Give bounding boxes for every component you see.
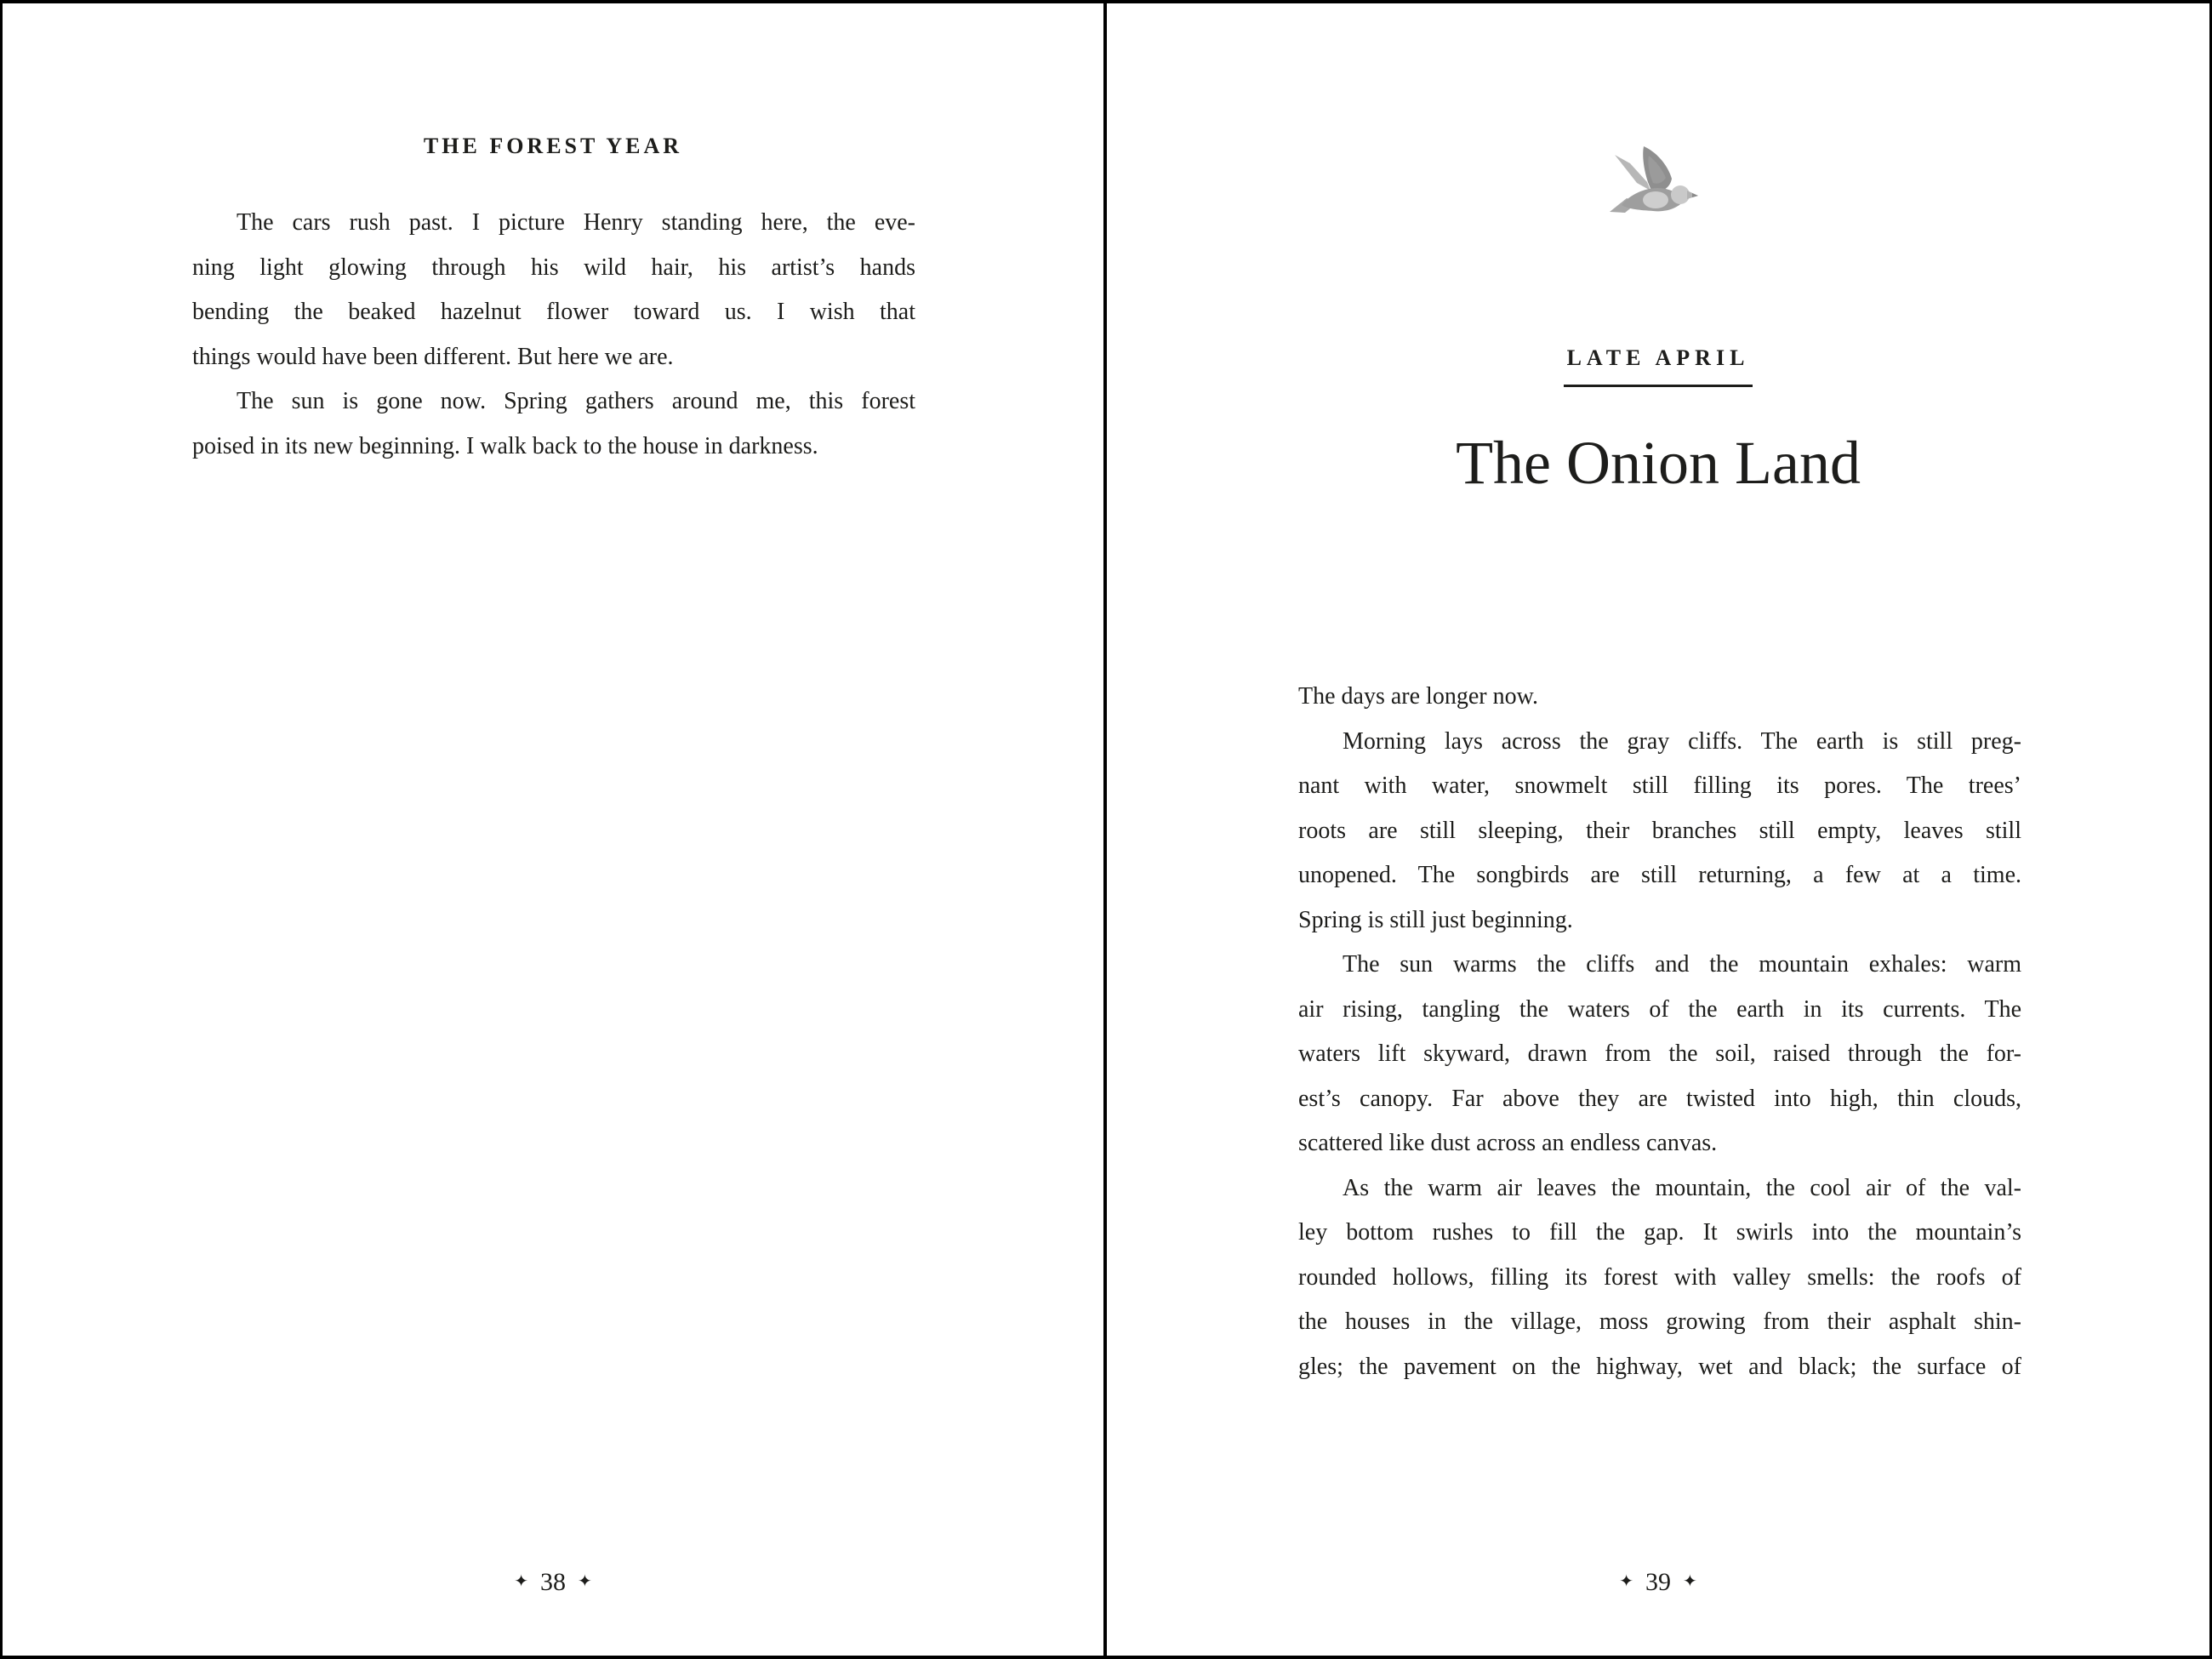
folio-star-icon: ✦ bbox=[1619, 1572, 1633, 1591]
text-line: As the warm air leaves the mountain, the cool air of the val- bbox=[1343, 1174, 2021, 1201]
right-folio bbox=[1107, 1568, 2209, 1597]
text-line: The sun is gone now. Spring gathers around me, this forest bbox=[237, 388, 915, 414]
text-line: unopened. The songbirds are still returning, a few at a time. bbox=[1298, 862, 2021, 888]
text-line: the houses in the village, moss growing from their asphalt shin- bbox=[1298, 1308, 2021, 1335]
left-body-text bbox=[192, 201, 915, 469]
left-folio bbox=[3, 1568, 1103, 1597]
chapter-label: LATE APRIL bbox=[1564, 344, 1753, 387]
text-line: rounded hollows, filling its forest with valley smells: the roofs of bbox=[1298, 1263, 2021, 1291]
text-line: est’s canopy. Far above they are twisted into high, thin clouds, bbox=[1298, 1085, 2021, 1112]
text-line: The sun warms the cliffs and the mountain exhales: warm bbox=[1343, 951, 2021, 978]
text-line: poised in its new beginning. I walk back to the house in darkness. bbox=[192, 432, 818, 459]
text-line: Spring is still just beginning. bbox=[1298, 906, 1573, 933]
folio-star-icon: ✦ bbox=[514, 1572, 528, 1591]
text-line: air rising, tangling the waters of the earth in its currents. The bbox=[1298, 995, 2021, 1023]
text-line: bending the beaked hazelnut flower toward us. I wish that bbox=[192, 299, 915, 325]
text-line: Morning lays across the gray cliffs. The earth is still preg- bbox=[1343, 727, 2021, 755]
text-line: roots are still sleeping, their branches still empty, leaves still bbox=[1298, 817, 2021, 844]
text-line: ley bottom rushes to fill the gap. It swirls into the mountain’s bbox=[1298, 1219, 2021, 1246]
folio-star-icon: ✦ bbox=[578, 1572, 592, 1591]
folio-star-icon: ✦ bbox=[1683, 1572, 1697, 1591]
text-line: waters lift skyward, drawn from the soil, raised through the for- bbox=[1298, 1040, 2021, 1067]
page-number-right: 39 bbox=[1645, 1568, 1671, 1596]
chapter-title: The Onion Land bbox=[1456, 429, 1861, 497]
text-line: The cars rush past. I picture Henry standing here, the eve- bbox=[237, 209, 915, 236]
text-line: ning light glowing through his wild hair, his artist’s hands bbox=[192, 254, 915, 281]
running-header: THE FOREST YEAR bbox=[423, 134, 683, 158]
text-line: nant with water, snowmelt still filling its pores. The trees’ bbox=[1298, 772, 2021, 799]
flying-bird-icon bbox=[1608, 144, 1698, 225]
page-right bbox=[1107, 3, 2209, 1656]
right-body-text bbox=[1298, 675, 2021, 1389]
text-line: scattered like dust across an endless canvas. bbox=[1298, 1130, 1718, 1156]
text-line: The days are longer now. bbox=[1298, 683, 1538, 710]
text-line: gles; the pavement on the highway, wet and black; the surface of bbox=[1298, 1353, 2021, 1380]
page-number-left: 38 bbox=[540, 1568, 566, 1596]
chapter-label-wrap bbox=[1107, 344, 2209, 387]
page-left bbox=[3, 3, 1103, 1656]
text-line: things would have been different. But here we are. bbox=[192, 343, 674, 370]
